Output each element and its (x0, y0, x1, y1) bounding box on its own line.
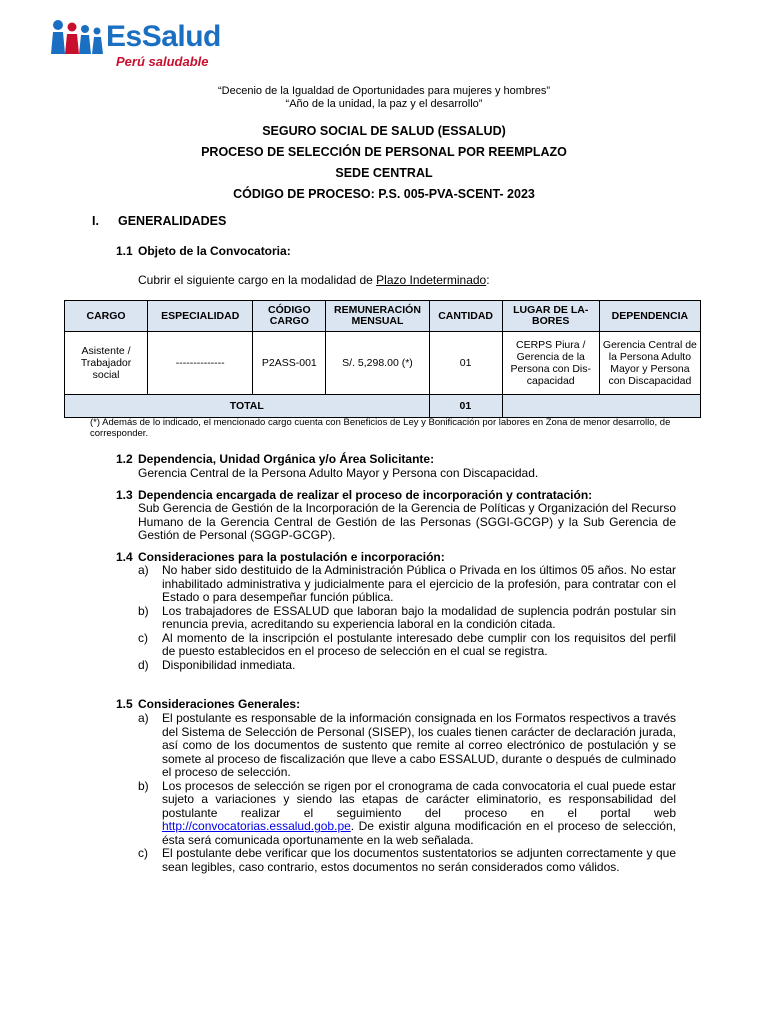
convocatorias-link[interactable]: http://convocatorias.essalud.gob.pe (162, 819, 351, 833)
s11-number: 1.1 (116, 244, 133, 258)
item-text: Disponibilidad inmediata. (162, 657, 296, 672)
total-label: TOTAL (65, 395, 430, 418)
section-number: I. (92, 214, 99, 228)
s11-text-post: : (486, 273, 490, 287)
list-item (138, 780, 676, 848)
s12-text: Gerencia Central de la Persona Adulto Mayor y Persona con Discapacidad. (138, 466, 539, 480)
title-proceso: PROCESO DE SELECCIÓN DE PERSONAL POR REEMPLAZO (201, 145, 567, 159)
item-text: Los trabajadores de ESSALUD que laboran bajo la modalidad de suplencia podrán postular sin renuncia previa, acreditando su experiencia laboral en la condición citada. (162, 603, 676, 631)
brand-tagline: Perú saludable (116, 54, 209, 69)
s12-number: 1.2 (116, 452, 133, 466)
plazo-indeterminado-text: Plazo Indeterminado (376, 273, 487, 287)
family-figures-icon (50, 18, 106, 58)
table-header-row (65, 301, 701, 332)
item-letter: a) (138, 711, 149, 725)
total-empty (502, 395, 700, 418)
cell-dependencia: Gerencia Central de la Persona Adulto Mayor y Persona con Discapacidad (599, 332, 700, 395)
s15-number: 1.5 (116, 697, 133, 711)
cargo-table (64, 300, 701, 418)
item-letter: b) (138, 778, 149, 793)
item-text: El postulante es responsable de la información consignada en los Formatos respectivos a través del Sistema de Selección de Personal (SISEP), los cuales tienen carácter de declaración jurada, así como de los documentos de sustento que remite al correo electrónico de postulación y se somete al proceso de fiscalización que lleve a cabo ESSALUD, durante o después de culminado el proceso de selección. (162, 711, 676, 779)
cell-cargo: Asistente / Trabajador social (65, 332, 148, 395)
anio-line: “Año de la unidad, la paz y el desarrollo” (285, 98, 483, 110)
s14-list (138, 564, 676, 672)
item-text: Al momento de la inscripción el postulante interesado debe cumplir con los requisitos del perfil de puesto establecidos en el proceso de selección en el cual se registra. (162, 630, 676, 658)
s14-title: Consideraciones para la postulación e incorporación: (138, 550, 445, 564)
list-item (138, 712, 676, 780)
list-item (138, 659, 676, 673)
decenio-line: “Decenio de la Igualdad de Oportunidades para mujeres y hombres” (217, 85, 551, 97)
s15-list (138, 712, 676, 874)
th-especialidad: ESPECIALIDAD (148, 301, 253, 332)
title-essalud: SEGURO SOCIAL DE SALUD (ESSALUD) (262, 124, 506, 138)
item-text: No haber sido destituido de la Administración Pública o Privada en los últimos 05 años. No estar inhabilitado administrativa y judicialmente para el ejercicio de la profesión, para contratar con el Estado o para desempeñar función pública. (162, 563, 676, 604)
th-dependencia: DEPENDENCIA (599, 301, 700, 332)
item-text (162, 780, 676, 848)
table-note: (*) Además de lo indicado, el mencionado cargo cuenta con Beneficios de Ley y Bonificación por labores en Zona de menor desarrollo, de corresponder. (90, 417, 671, 439)
s11-title: Objeto de la Convocatoria: (138, 244, 291, 258)
section-title: GENERALIDADES (118, 214, 227, 228)
item-letter: c) (138, 846, 148, 860)
item-letter: a) (138, 563, 149, 577)
th-cantidad: CANTIDAD (429, 301, 502, 332)
list-item (138, 632, 676, 659)
th-lugar: LUGAR DE LA-BORES (502, 301, 599, 332)
th-cargo: CARGO (65, 301, 148, 332)
item-letter: c) (138, 630, 148, 645)
s15-title: Consideraciones Generales: (138, 697, 301, 711)
list-item (138, 564, 676, 605)
s12-title: Dependencia, Unidad Orgánica y/o Área Solicitante: (138, 452, 435, 466)
s11-text-pre: Cubrir el siguiente cargo en la modalidad de (138, 273, 377, 287)
s14-number: 1.4 (116, 550, 133, 564)
table-total-row (65, 395, 701, 418)
item-letter: b) (138, 603, 149, 618)
brand-name: EsSalud (106, 20, 221, 53)
list-item (138, 605, 676, 632)
s13-number: 1.3 (116, 488, 133, 502)
cell-remuneracion: S/. 5,298.00 (*) (326, 332, 429, 395)
th-codigo: CÓDIGO CARGO (253, 301, 326, 332)
s11-text (138, 274, 490, 288)
title-codigo: CÓDIGO DE PROCESO: P.S. 005-PVA-SCENT- 2023 (233, 187, 535, 201)
cell-lugar: CERPS Piura / Gerencia de la Persona con Dis-capacidad (502, 332, 599, 395)
cell-codigo: P2ASS-001 (253, 332, 326, 395)
s13-text: Sub Gerencia de Gestión de la Incorporación de la Gerencia de Políticas y Organización del Recurso Humano de la Gerencia Central de Gestión de las Personas (SGGI-GCGP) y la Sub Gerencia de Gestión de Personal (SGGP-GCGP). (138, 501, 676, 542)
title-sede: SEDE CENTRAL (335, 166, 433, 180)
list-item (138, 847, 676, 874)
s15-b-text-pre: Los procesos de selección se rigen por el cronograma de cada convocatoria el cual puede estar sujeto a variaciones y siendo las etapas de carácter eliminatorio, es responsabilidad del postulante realizar el seguimiento del proceso en el portal web (162, 778, 676, 820)
th-remuneracion: REMUNERACIÓN MENSUAL (326, 301, 429, 332)
item-letter: d) (138, 657, 149, 672)
essalud-logo (50, 18, 220, 76)
total-value: 01 (429, 395, 502, 418)
s15-b-text-post: . De existir alguna modificación en el proceso de selección, ésta será comunicada oportunamente en la web señalada. (162, 819, 676, 847)
table-row (65, 332, 701, 395)
s13-title: Dependencia encargada de realizar el proceso de incorporación y contratación: (138, 488, 593, 502)
item-text: El postulante debe verificar que los documentos sustentatorios se adjunten correctamente y que sean legibles, caso contrario, estos documentos no serán considerados como válidos. (162, 846, 676, 874)
cell-cantidad: 01 (429, 332, 502, 395)
cell-especialidad: -------------- (148, 332, 253, 395)
